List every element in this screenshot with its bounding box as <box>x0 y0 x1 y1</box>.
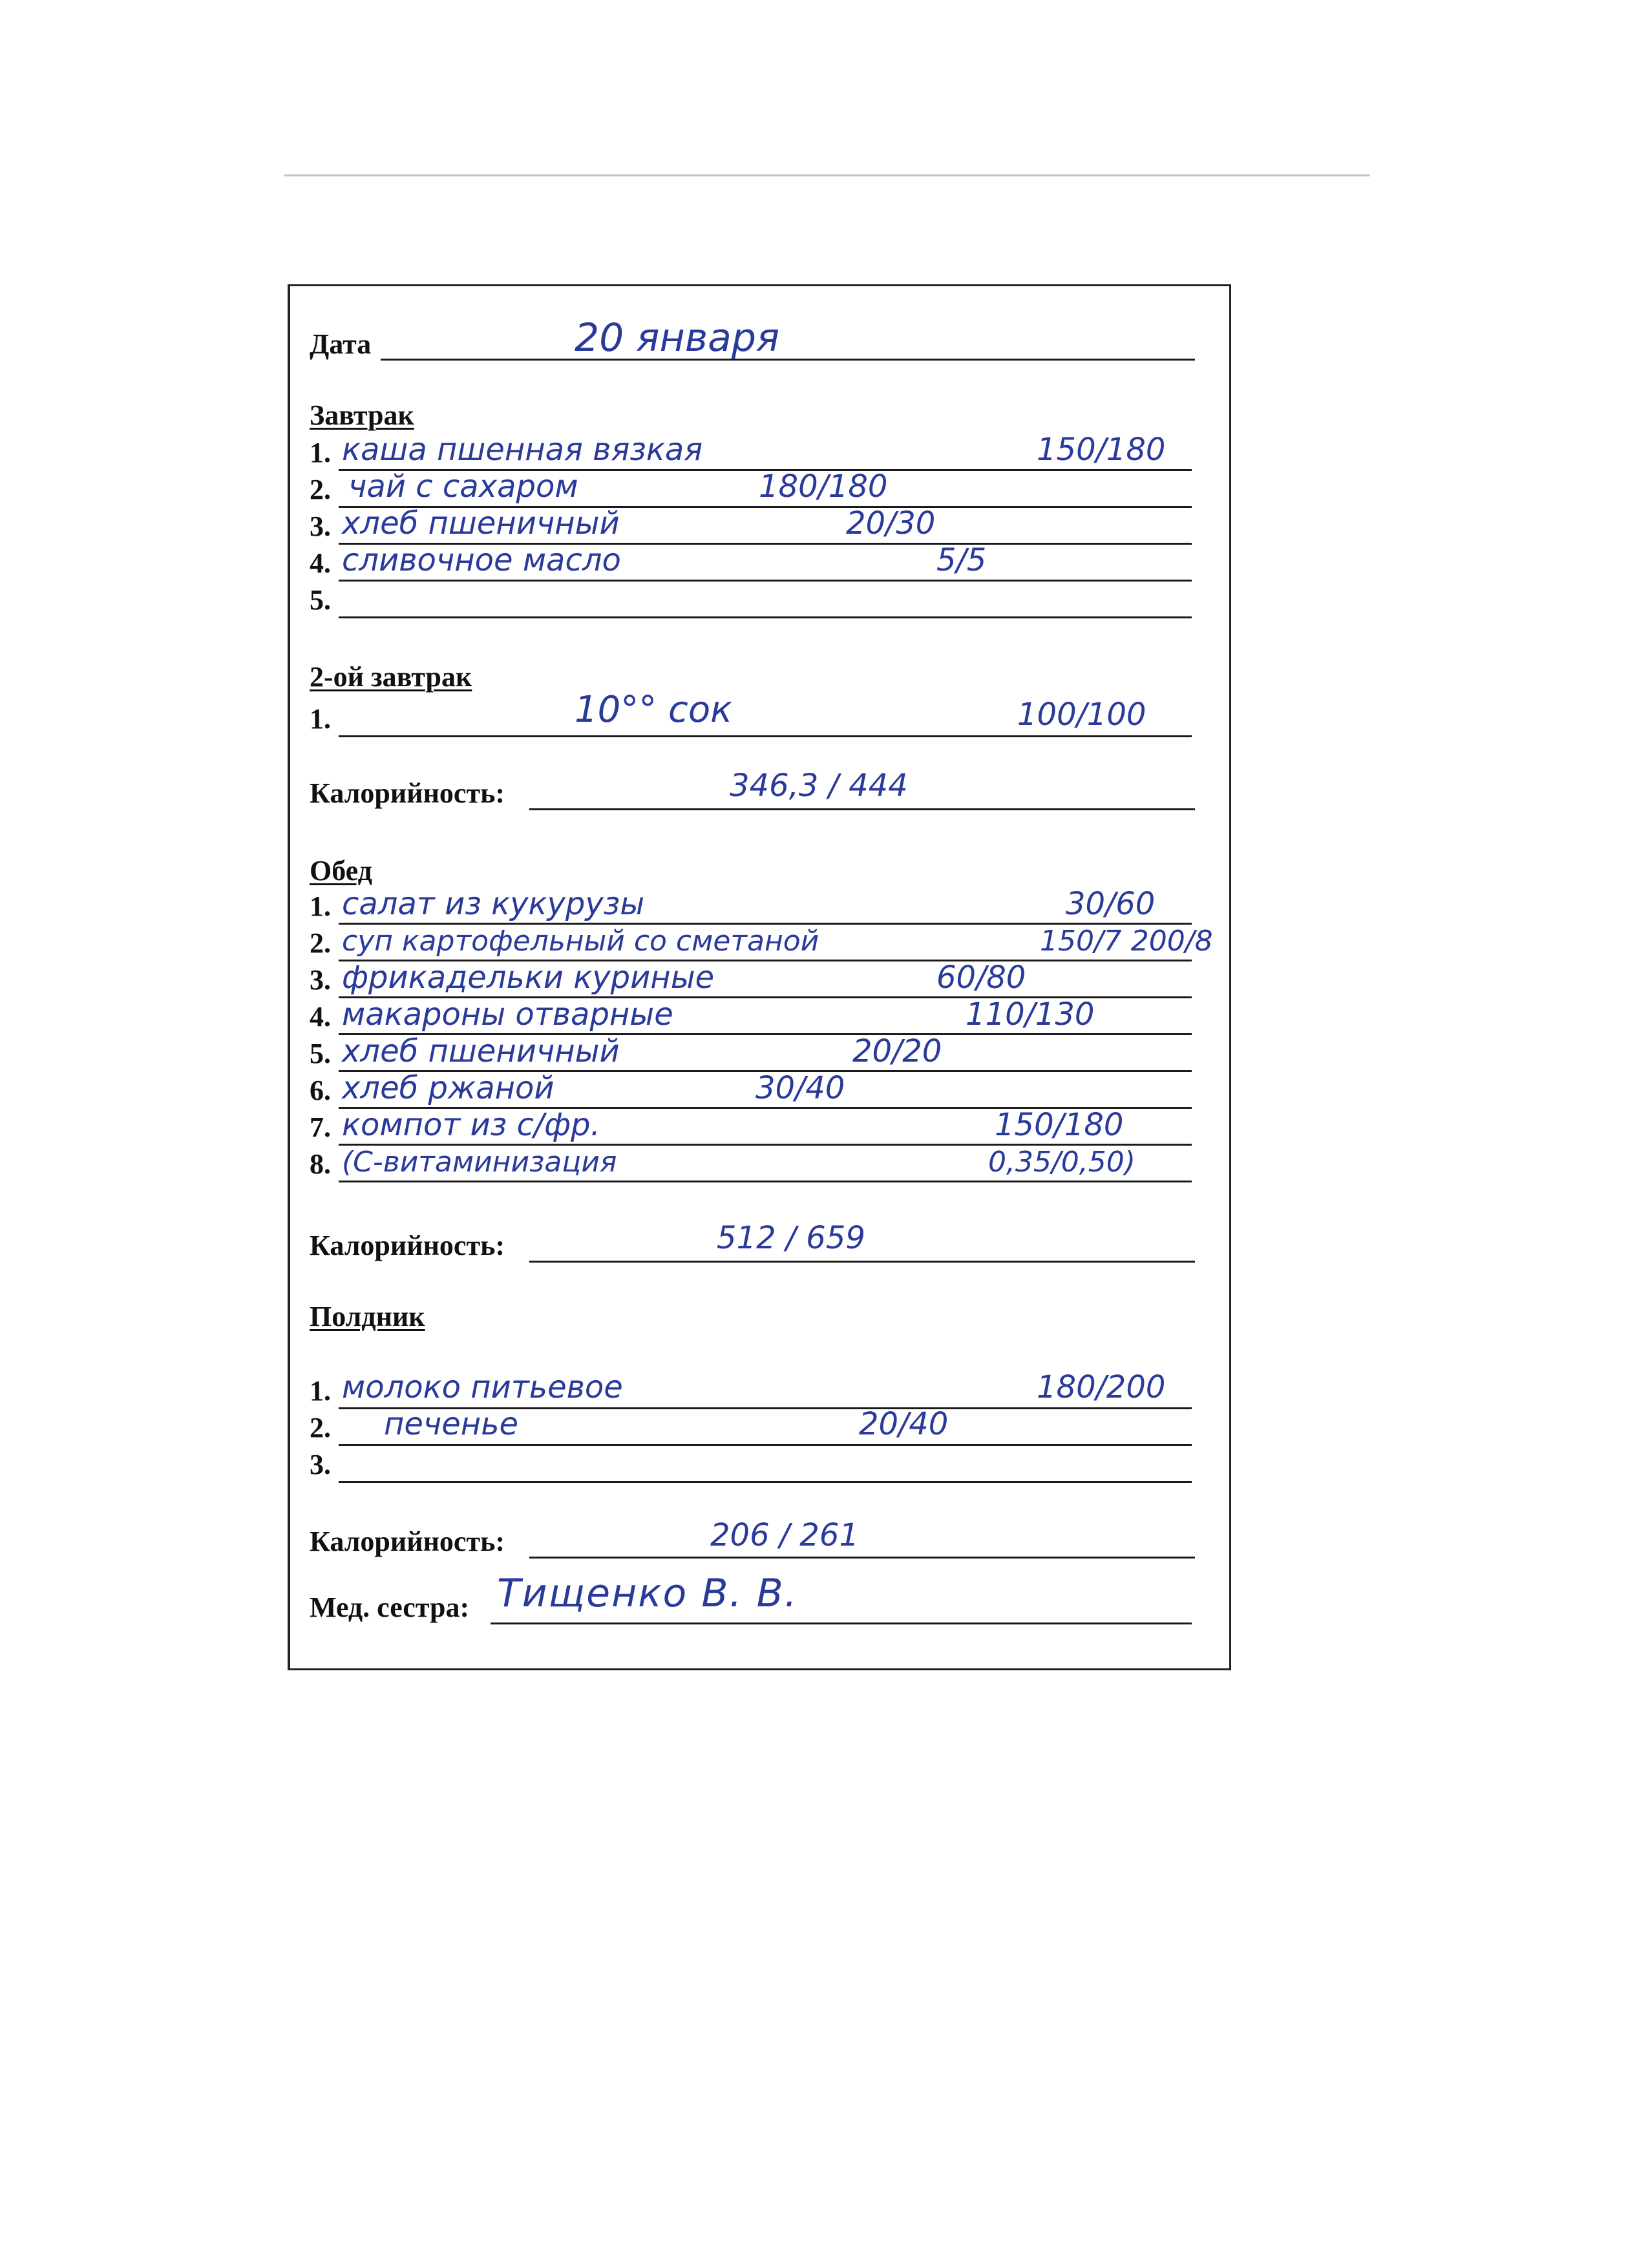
lunch-item-1-qty: 30/60 <box>1066 886 1156 922</box>
lunch-item-5-number: 5. <box>310 1038 331 1069</box>
snack-item-2-line <box>339 1444 1192 1446</box>
lunch-item-4-number: 4. <box>310 1001 331 1033</box>
nurse-label: Мед. сестра: <box>310 1591 470 1623</box>
breakfast-item-4-text: сливочное масло <box>342 542 621 578</box>
nurse-signature-line <box>491 1622 1192 1624</box>
date-line <box>381 359 1195 361</box>
snack-item-2-qty: 20/40 <box>859 1406 949 1442</box>
lunch-calories-label: Калорийность: <box>310 1230 505 1261</box>
lunch-item-5-qty: 20/20 <box>852 1033 942 1069</box>
lunch-item-7-qty: 150/180 <box>995 1107 1124 1143</box>
breakfast-calories-line <box>529 808 1195 810</box>
second-breakfast-item-1-text: 10°° сок <box>575 689 732 731</box>
lunch-item-3-qty: 60/80 <box>936 960 1026 996</box>
date-label: Дата <box>310 328 372 360</box>
lunch-item-1-number: 1. <box>310 890 331 922</box>
breakfast-item-3-qty: 20/30 <box>846 505 936 541</box>
snack-calories-value: 206 / 261 <box>710 1517 859 1553</box>
lunch-item-3-text: фрикадельки куриные <box>342 960 715 996</box>
snack-calories-line <box>529 1557 1195 1559</box>
snack-item-1-number: 1. <box>310 1375 331 1407</box>
second-breakfast-heading: 2-ой завтрак <box>310 661 472 693</box>
breakfast-item-2-qty: 180/180 <box>759 468 888 505</box>
snack-heading: Полдник <box>310 1301 425 1332</box>
breakfast-item-5-number: 5. <box>310 584 331 616</box>
second-breakfast-item-1-qty: 100/100 <box>1017 697 1146 733</box>
top-divider <box>284 174 1370 176</box>
lunch-item-2-text: суп картофельный со сметаной <box>342 925 819 958</box>
breakfast-item-1-number: 1. <box>310 437 331 468</box>
breakfast-item-4-number: 4. <box>310 547 331 579</box>
snack-item-2-text: печенье <box>384 1406 519 1442</box>
breakfast-item-3-text: хлеб пшеничный <box>342 505 620 541</box>
lunch-item-7-number: 7. <box>310 1111 331 1143</box>
date-value: 20 января <box>575 315 780 361</box>
lunch-item-8-qty: 0,35/0,50) <box>988 1146 1136 1179</box>
lunch-item-6-qty: 30/40 <box>755 1070 845 1106</box>
lunch-heading: Обед <box>310 855 372 887</box>
snack-item-2-number: 2. <box>310 1412 331 1444</box>
lunch-calories-value: 512 / 659 <box>717 1220 865 1256</box>
nurse-signature: Тищенко В. В. <box>497 1571 798 1616</box>
breakfast-item-1-qty: 150/180 <box>1037 432 1166 468</box>
snack-item-1-qty: 180/200 <box>1037 1369 1166 1405</box>
lunch-calories-line <box>529 1261 1195 1263</box>
lunch-item-4-qty: 110/130 <box>966 996 1095 1033</box>
snack-calories-label: Калорийность: <box>310 1526 505 1557</box>
breakfast-item-2-number: 2. <box>310 474 331 505</box>
snack-item-3-number: 3. <box>310 1449 331 1480</box>
meal-form <box>288 284 1231 1670</box>
snack-item-1-text: молоко питьевое <box>342 1369 623 1405</box>
lunch-item-3-number: 3. <box>310 964 331 996</box>
lunch-item-2-number: 2. <box>310 927 331 959</box>
breakfast-item-5-line <box>339 616 1192 618</box>
lunch-item-8-number: 8. <box>310 1148 331 1180</box>
lunch-item-6-number: 6. <box>310 1075 331 1106</box>
lunch-item-8-line <box>339 1181 1192 1182</box>
breakfast-heading: Завтрак <box>310 399 414 431</box>
breakfast-item-1-text: каша пшенная вязкая <box>342 432 703 468</box>
breakfast-item-4-qty: 5/5 <box>936 542 987 578</box>
lunch-item-2-qty: 150/7 200/8 <box>1040 925 1213 958</box>
lunch-item-1-text: салат из кукурузы <box>342 886 645 922</box>
lunch-item-8-text: (С-витаминизация <box>342 1146 617 1179</box>
breakfast-calories-value: 346,3 / 444 <box>730 768 908 804</box>
lunch-item-5-text: хлеб пшеничный <box>342 1033 620 1069</box>
second-breakfast-item-1-line <box>339 735 1192 737</box>
lunch-item-4-text: макароны отварные <box>342 996 673 1033</box>
breakfast-calories-label: Калорийность: <box>310 777 505 809</box>
snack-item-3-line <box>339 1481 1192 1483</box>
breakfast-item-2-text: чай с сахаром <box>348 468 578 505</box>
second-breakfast-item-1-number: 1. <box>310 703 331 735</box>
lunch-item-7-text: компот из с/фр. <box>342 1107 600 1143</box>
lunch-item-6-text: хлеб ржаной <box>342 1070 555 1106</box>
breakfast-item-4-line <box>339 580 1192 582</box>
breakfast-item-3-number: 3. <box>310 510 331 542</box>
